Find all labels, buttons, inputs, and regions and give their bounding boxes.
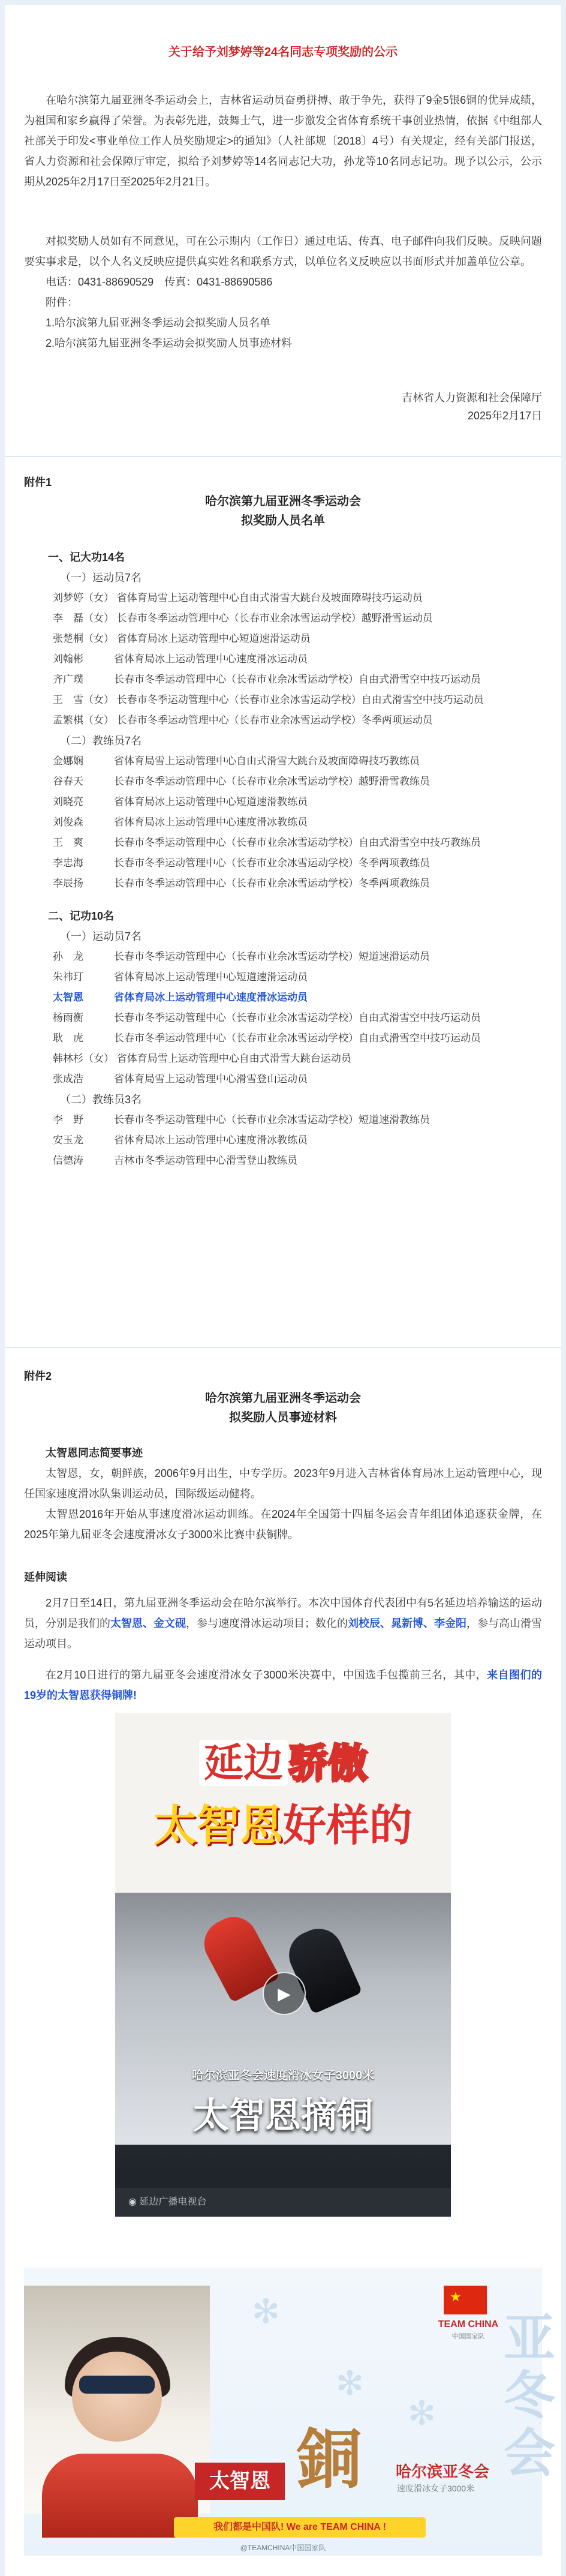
- annex1-sec1-sub1: （一）运动员7名: [60, 572, 142, 584]
- poster-footer: @TEAMCHINA中国国家队: [240, 2544, 326, 2552]
- annex1-title-line2: 拟奖励人员名单: [241, 514, 325, 527]
- video-main-title: 太智恩摘铜: [193, 2095, 373, 2137]
- photo-face: [72, 2352, 162, 2442]
- headline-2b: 好样的: [283, 1800, 413, 1851]
- headline-1b: 骄傲: [288, 1740, 367, 1786]
- list-item: 王 爽 长春市冬季运动管理中心（长春市业余冰雪运动学校）自由式滑雪空中技巧教练员: [53, 837, 481, 848]
- annex1-sec2: 二、记功10名: [48, 910, 115, 922]
- annex1-list: [24, 547, 542, 1171]
- notice-title: 关于给予刘梦婷等24名同志专项奖励的公示: [168, 46, 398, 59]
- list-item: 刘翰彬 省体育局冰上运动管理中心速度滑冰运动员: [53, 653, 308, 665]
- signature-date: 2025年2月17日: [467, 410, 542, 422]
- poster-games-sub: 速度滑冰女子3000米: [397, 2484, 475, 2493]
- annex1-title-line1: 哈尔滨第九届亚洲冬季运动会: [205, 495, 361, 508]
- snowflake-icon: ✻: [252, 2292, 280, 2330]
- ext-names-2: 刘校辰、晁新博、李金阳: [348, 1617, 466, 1629]
- china-flag-icon: [444, 2286, 487, 2314]
- list-item: 杨雨衡 长春市冬季运动管理中心（长春市业余冰雪运动学校）自由式滑雪空中技巧运动员: [53, 1012, 481, 1023]
- poster-games-name: 哈尔滨亚冬会: [396, 2463, 490, 2481]
- list-item: 李 野 长春市冬季运动管理中心（长春市业余冰雪运动学校）短道速滑教练员: [53, 1114, 430, 1125]
- video-player[interactable]: [115, 1713, 451, 2217]
- video-source-icon: ◉: [128, 2197, 140, 2207]
- play-icon[interactable]: ▶: [263, 1972, 306, 2015]
- ext-text-1b: ，参与速度滑冰运动项目；数化的: [186, 1617, 348, 1629]
- annex1-sec1-sub2: （二）教练员7名: [60, 735, 142, 747]
- poster-athlete-name: 太智恩: [195, 2463, 285, 2500]
- highlighted-list-item: 太智恩 省体育局冰上运动管理中心速度滑冰运动员: [53, 992, 308, 1003]
- list-item: 王 雪（女） 长春市冬季运动管理中心（长春市业余冰雪运动学校）自由式滑雪空中技巧运动员: [53, 694, 484, 705]
- top-border: [0, 0, 566, 5]
- notice-attachment-1[interactable]: 1.哈尔滨第九届亚洲冬季运动会拟奖励人员名单: [46, 317, 271, 329]
- video-caption: 哈尔滨亚冬会速度滑冰女子3000米: [191, 2069, 375, 2082]
- annex1-sec1: 一、记大功14名: [48, 551, 125, 563]
- list-item: 孙 龙 长春市冬季运动管理中心（长春市业余冰雪运动学校）短道速滑运动员: [53, 951, 430, 962]
- list-item: 孟繁棋（女） 长春市冬季运动管理中心（长春市业余冰雪运动学校）冬季两项运动员: [53, 714, 433, 726]
- extension-paragraph-2: [24, 1665, 542, 1706]
- list-item: 朱祎玎 省体育局冰上运动管理中心短道速滑运动员: [53, 971, 308, 983]
- sec2-coach-rows: [24, 1110, 542, 1171]
- notice-body-2: [24, 231, 542, 353]
- notice-signature: [24, 389, 542, 425]
- sec1-coach-rows: [24, 751, 542, 894]
- ext-text-1a: 2月7日至14日，第九届亚洲冬季运动会在哈尔滨举行。本次中国体育代表团中有5名延边培养输送的运动员，分别是我们的: [24, 1597, 542, 1629]
- video-source-bar: [115, 2188, 451, 2217]
- snowflake-icon: ✻: [336, 2364, 364, 2402]
- video-headline-2: [115, 1791, 451, 1853]
- list-item: 韩林杉（女） 省体育局雪上运动管理中心自由式滑雪大跳台运动员: [53, 1053, 351, 1064]
- photo-goggles: [79, 2376, 155, 2394]
- divider-1: [5, 456, 561, 457]
- notice-body: [24, 90, 542, 192]
- notice-attachment-2[interactable]: 2.哈尔滨第九届亚洲冬季运动会拟奖励人员事迹材料: [46, 337, 293, 349]
- team-china-poster: [24, 2268, 555, 2556]
- annex2-paragraph-1: 太智恩，女，朝鲜族，2006年9月出生，中专学历。2023年9月进入吉林省体育局冰上运动管理中心，现任国家速度滑冰队集训运动员，国际级运动健将。: [24, 1467, 542, 1500]
- list-item: 谷春天 长春市冬季运动管理中心（长春市业余冰雪运动学校）越野滑雪教练员: [53, 776, 430, 787]
- list-item: 李 磊（女） 长春市冬季运动管理中心（长春市业余冰雪运动学校）越野滑雪运动员: [53, 613, 433, 624]
- sec2-athlete-rows: [24, 947, 542, 1089]
- annex2-body: [24, 1443, 542, 1545]
- ext-names-1: 太智恩、金文砚: [110, 1617, 186, 1629]
- notice-attach-label: 附件：: [46, 296, 78, 308]
- list-item: 耿 虎 长春市冬季运动管理中心（长春市业余冰雪运动学校）自由式滑雪空中技巧运动员: [53, 1032, 481, 1044]
- list-item: 信德涛 吉林市冬季运动管理中心滑雪登山教练员: [53, 1155, 297, 1166]
- flag-star-icon: ★: [450, 2289, 462, 2304]
- team-china-sub: 中国国家队: [451, 2333, 485, 2340]
- annex2-title-line2: 拟奖励人员事迹材料: [229, 1411, 337, 1424]
- list-item: 金娜娴 省体育局雪上运动管理中心自由式滑雪大跳台及坡面障碍技巧教练员: [53, 755, 420, 767]
- list-item: 安玉龙 省体育局冰上运动管理中心速度滑冰教练员: [53, 1134, 308, 1146]
- annex1-sec2-sub2: （二）教练员3名: [60, 1094, 142, 1106]
- annex2-heading: 太智恩同志简要事迹: [46, 1447, 143, 1459]
- notice-contact: 电话：0431-88690529 传真：0431-88690586: [46, 276, 273, 288]
- list-item: 李辰扬 长春市冬季运动管理中心（长春市业余冰雪运动学校）冬季两项教练员: [53, 878, 430, 889]
- right-border: [561, 0, 566, 2576]
- list-item: 刘俊森 省体育局冰上运动管理中心速度滑冰教练员: [53, 816, 308, 828]
- headline-2a: 太智恩: [153, 1800, 283, 1851]
- list-item: 刘梦婷（女） 省体育局雪上运动管理中心自由式滑雪大跳台及坡面障碍技巧运动员: [53, 592, 423, 604]
- left-border: [0, 0, 5, 2576]
- annex2-title: [24, 1389, 542, 1427]
- annex2-title-line1: 哈尔滨第九届亚洲冬季运动会: [205, 1392, 361, 1405]
- list-item: 齐广璞 长春市冬季运动管理中心（长春市业余冰雪运动学校）自由式滑雪空中技巧运动员: [53, 674, 481, 685]
- poster-bronze: 銅: [297, 2422, 362, 2497]
- poster-slogan: 我们都是中国队! We are TEAM CHINA !: [174, 2517, 426, 2538]
- extension-label: 延伸阅读: [24, 1571, 67, 1583]
- sec1-athlete-rows: [24, 588, 542, 731]
- annex1-label: 附件1: [24, 476, 52, 488]
- athlete-photo: [24, 2286, 210, 2514]
- team-china-label: TEAM CHINA: [438, 2319, 499, 2329]
- snowflake-icon: ✻: [408, 2394, 436, 2432]
- ext-text-1c: ，参与高山滑雪运动项目。: [24, 1617, 542, 1650]
- list-item: 李忠海 长春市冬季运动管理中心（长春市业余冰雪运动学校）冬季两项教练员: [53, 857, 430, 869]
- list-item: 刘晓亮 省体育局冰上运动管理中心短道速滑教练员: [53, 796, 308, 807]
- headline-1a: 延边: [199, 1740, 288, 1786]
- video-source: 延边广播电视台: [139, 2197, 207, 2207]
- poster-calligraphy: 亚冬会: [504, 2308, 555, 2484]
- signature-org: 吉林省人力资源和社会保障厅: [402, 392, 542, 404]
- video-headline-1: [115, 1731, 451, 1788]
- notice-paragraph-1: 在哈尔滨第九届亚洲冬季运动会上，吉林省运动员奋勇拼搏、敢于争先，获得了9金5银6铜的优异成绩，为祖国和家乡赢得了荣誉。为表彰先进，鼓舞士气，进一步激发全省体育系统干事创业热情，依据《中组部人社部关于印发<事业单位工作人员奖励规定>的通知》（人社部规〔2018〕4号）有关规定，经有关部门报送，省人力资源和社会保障厅审定，拟给予刘梦婷等14名同志记大功，孙龙等10名同志记功。现予以公示，公示期从2025年2月17日至2025年2月21日。: [24, 94, 542, 188]
- annex1-title: [24, 492, 542, 530]
- list-item: 张成浩 省体育局雪上运动管理中心滑雪登山运动员: [53, 1073, 308, 1085]
- notice-paragraph-2: 对拟奖励人员如有不同意见，可在公示期内（工作日）通过电话、传真、电子邮件向我们反映。反映问题要实事求是，以个人名义反映应提供真实姓名和联系方式，以单位名义反映应以书面形式并加盖单位公章。: [24, 235, 542, 268]
- divider-2: [5, 1347, 561, 1348]
- extension-body: [24, 1593, 542, 1706]
- ext-text-2a: 在2月10日进行的第九届亚冬会速度滑冰女子3000米决赛中，中国选手包揽前三名，其中，: [46, 1669, 487, 1681]
- annex2-label: 附件2: [24, 1370, 52, 1382]
- ext-highlight-2: 来自图们的19岁的太智恩获得铜牌!: [24, 1669, 542, 1701]
- annex2-paragraph-2: 太智恩2016年开始从事速度滑冰运动训练。在2024年全国第十四届冬运会青年组团体追逐获金牌，在2025年第九届亚冬会速度滑冰女子3000米比赛中获铜牌。: [24, 1508, 542, 1541]
- list-item: 张楚桐（女） 省体育局冰上运动管理中心短道速滑运动员: [53, 633, 311, 644]
- extension-paragraph-1: [24, 1593, 542, 1654]
- annex1-sec2-sub1: （一）运动员7名: [60, 930, 142, 942]
